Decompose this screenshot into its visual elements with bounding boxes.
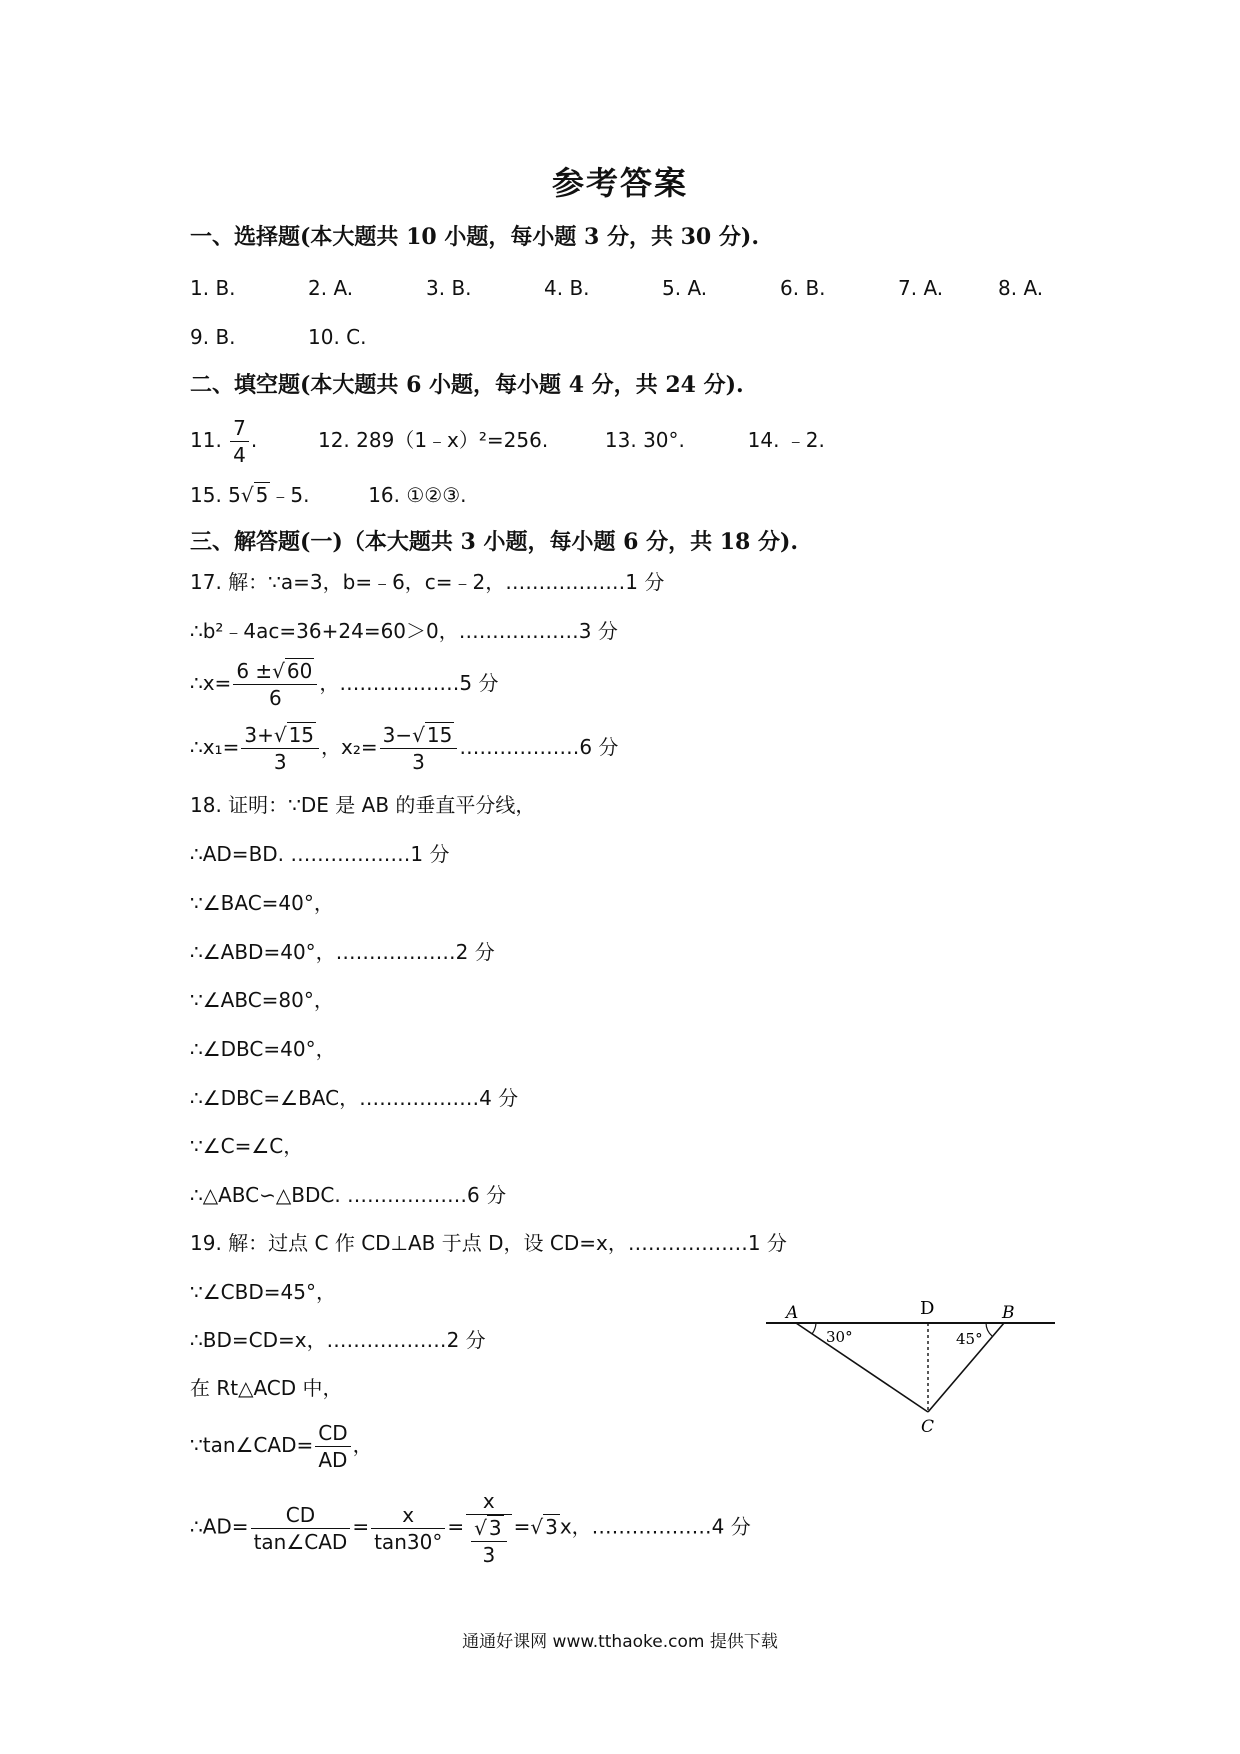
q19-ad-f1-denominator: tan∠CAD	[253, 1529, 348, 1554]
q17-x2-num-a: 3−	[382, 723, 413, 747]
q11-tail: .	[250, 428, 258, 452]
q17-line-1: 17. 解：∵a=3，b=﹣6，c=﹣2，………………1 分	[190, 570, 665, 594]
answers-row-1	[190, 273, 1098, 303]
q17-x-num-a: 6 ±	[236, 659, 273, 683]
q17-x-sqrt: √ 60	[272, 659, 313, 683]
figure-label-a: A	[786, 1303, 799, 1323]
q19-ad-fraction-1	[251, 1502, 351, 1555]
q19-ad-root-radicand: 3	[545, 1514, 558, 1539]
q19-line-4: 在 Rt△ACD 中，	[190, 1376, 343, 1400]
q17-x1-label: ∴x₁=	[190, 735, 240, 759]
q17-x1-radicand: 15	[288, 723, 315, 747]
q15-label: 15. 5	[190, 483, 241, 507]
q18-line-2: ∴AD=BD. ………………1 分	[190, 842, 450, 866]
figure-label-d: D	[920, 1298, 935, 1319]
q19-line-5-tail: ，	[352, 1433, 373, 1457]
q19-ad-root: √ 3	[530, 1514, 558, 1539]
q17-x2-numerator	[380, 722, 458, 749]
answer-10: 10. C.	[308, 325, 367, 349]
answer-3: 3. B.	[426, 276, 472, 300]
q19-line-1: 19. 解：过点 C 作 CD⊥AB 于点 D，设 CD=x，………………1 分	[190, 1231, 787, 1255]
q11-label: 11.	[190, 428, 222, 452]
q17-x1-sqrt: √ 15	[273, 723, 315, 747]
q19-line-6-tail: x，………………4 分	[559, 1514, 751, 1539]
q17-x-radicand: 60	[286, 659, 313, 683]
answer-8: 8. A.	[998, 276, 1044, 300]
answers-row-2	[190, 322, 367, 352]
q18-line-9: ∴△ABC∽△BDC. ………………6 分	[190, 1183, 507, 1207]
section-1-heading: 一、选择题(本大题共 10 小题，每小题 3 分，共 30 分).	[190, 224, 759, 250]
q19-tan-label: ∵tan∠CAD=	[190, 1433, 314, 1457]
q11-denominator: 4	[233, 443, 246, 467]
figure-angle-arc-a	[812, 1323, 816, 1334]
fill-row-1	[190, 415, 825, 468]
q19-ad-f2-numerator: x	[371, 1502, 445, 1529]
q17-x-numerator	[233, 658, 317, 685]
figure-angle-arc-b	[986, 1323, 992, 1336]
triangle-figure	[760, 1290, 1060, 1440]
answer-5: 5. A.	[662, 276, 708, 300]
q17-x2-radicand: 15	[426, 723, 453, 747]
q19-line-6: ∴AD= $\frac{CD}{\text{tan∠CAD}}$ = $\frac{x}{\tan 30^\circ}$ = $\frac{x}{\frac{√ 3}{3}}$ =√ 3 x，………………4 分	[190, 1489, 751, 1567]
q13-answer: 13. 30°.	[604, 428, 685, 452]
fill-row-2	[190, 480, 467, 510]
q17-x1-fraction	[241, 722, 319, 775]
q19-line-3: ∴BD=CD=x，………………2 分	[190, 1328, 486, 1352]
q19-line-2: ∵∠CBD=45°，	[190, 1280, 336, 1304]
q17-line-3-tail: ，………………5 分	[319, 671, 499, 695]
q19-ad-f3-inner-fraction	[471, 1515, 506, 1568]
figure-label-c: C	[921, 1417, 935, 1437]
q17-x2-label: ，x₂=	[321, 735, 378, 759]
q18-line-3: ∵∠BAC=40°，	[190, 891, 334, 915]
q18-line-6: ∴∠DBC=40°，	[190, 1037, 336, 1061]
q18-line-8: ∵∠C=∠C，	[190, 1134, 304, 1158]
q17-line-4-tail: ………………6 分	[459, 735, 619, 759]
q11-fraction	[230, 415, 249, 468]
q17-line-3	[190, 658, 498, 711]
q19-ad-fraction-2	[371, 1502, 445, 1555]
q17-x2-sqrt: √ 15	[412, 723, 453, 747]
answer-7: 7. A.	[898, 276, 944, 300]
q19-ad-f3-numerator: x	[466, 1488, 511, 1515]
figure-label-b: B	[1002, 1303, 1015, 1323]
q19-tan-denominator: AD	[318, 1448, 348, 1472]
q17-x1-num-a: 3+	[244, 723, 274, 747]
q18-line-4: ∴∠ABD=40°，………………2 分	[190, 940, 495, 964]
figure-side-ac	[796, 1323, 928, 1412]
q17-x1-denominator: 3	[273, 750, 287, 774]
q17-line-4	[190, 722, 618, 775]
answer-4: 4. B.	[544, 276, 590, 300]
page-footer: 通通好课网 www.tthaoke.com 提供下载	[462, 1632, 778, 1652]
q18-line-7: ∴∠DBC=∠BAC，………………4 分	[190, 1086, 519, 1110]
answer-6: 6. B.	[780, 276, 826, 300]
answer-9: 9. B.	[190, 325, 236, 349]
q18-line-5: ∵∠ABC=80°，	[190, 988, 334, 1012]
q19-ad-f3-radicand: 3	[488, 1516, 502, 1540]
q12-answer: 12. 289（1﹣x）²=256.	[317, 428, 549, 452]
page-title: 参考答案	[551, 164, 688, 202]
q15-sqrt: √ 5	[240, 483, 269, 507]
answer-1: 1. B.	[190, 276, 236, 300]
q17-x2-fraction	[380, 722, 458, 775]
answer-2: 2. A.	[308, 276, 354, 300]
q19-ad-label: ∴AD=	[190, 1514, 249, 1539]
q17-x2-denominator: 3	[412, 750, 425, 774]
q15-tail: ﹣5.	[270, 483, 310, 507]
q15-radicand: 5	[255, 483, 269, 507]
q18-line-1: 18. 证明：∵DE 是 AB 的垂直平分线，	[190, 793, 536, 817]
figure-angle-a: 30°	[826, 1328, 853, 1346]
q17-line-2: ∴b²﹣4ac=36+24=60＞0，………………3 分	[190, 619, 618, 643]
q19-ad-f3-inner-num	[471, 1515, 506, 1542]
q19-tan-fraction	[315, 1420, 350, 1473]
q19-ad-f2-denominator: tan30°	[374, 1529, 443, 1554]
q16-answer: 16. ①②③.	[368, 483, 467, 507]
q19-line-5	[190, 1420, 373, 1473]
q17-x-fraction	[233, 658, 317, 711]
q19-ad-f3-sqrt: √ 3	[474, 1516, 502, 1540]
section-3-heading: 三、解答题(一)（本大题共 3 小题，每小题 6 分，共 18 分).	[190, 529, 799, 555]
q19-ad-f3-inner-den: 3	[482, 1543, 496, 1567]
q19-ad-fraction-3	[466, 1488, 511, 1568]
q19-ad-f1-numerator: CD	[251, 1502, 351, 1529]
q17-x1-numerator	[241, 722, 319, 749]
q11-numerator: 7	[230, 415, 249, 442]
q14-answer: 14. ﹣2.	[747, 428, 825, 452]
q19-tan-numerator: CD	[315, 1420, 350, 1447]
q17-x-denominator: 6	[268, 686, 282, 710]
figure-angle-b: 45°	[956, 1330, 983, 1348]
q17-x-label: ∴x=	[190, 671, 232, 695]
q19-ad-f3-denominator	[466, 1515, 511, 1568]
section-2-heading: 二、填空题(本大题共 6 小题，每小题 4 分，共 24 分).	[190, 372, 744, 398]
